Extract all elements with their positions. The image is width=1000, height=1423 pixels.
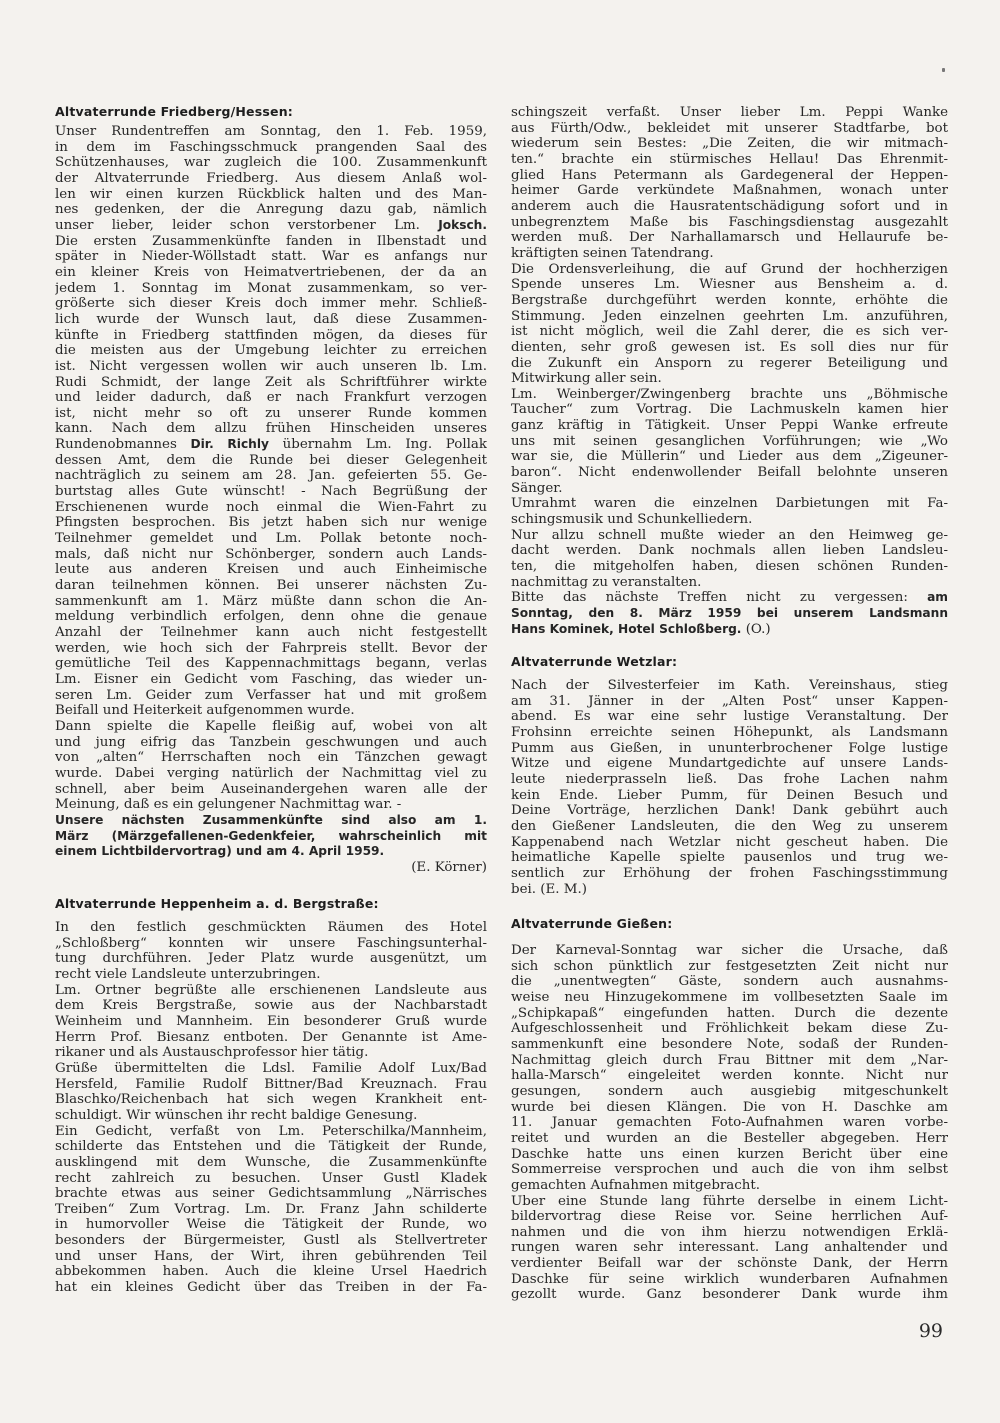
text-line: schilderte das Entstehen und die Tätigkeit der Runde, (55, 1139, 487, 1155)
text-line (511, 590, 948, 606)
text-line: recht viele Landsleute unterzubringen. (55, 966, 321, 982)
text-line: der Altvaterrunde Friedberg. Aus diesem Anlaß wol- (55, 170, 487, 186)
text-line: Nach der Silvesterfeier im Kath. Vereinshaus, stieg (511, 678, 948, 693)
text-line: besonders der Bürgermeister, Gustl als Stellvertreter (55, 1233, 487, 1249)
text-line (55, 437, 487, 453)
text-line: Dann spielte die Kapelle fleißig auf, wobei von alt (55, 718, 487, 734)
paragraph (511, 590, 948, 637)
text-line: Lm. Weinberger/Zwingenberg brachte uns „Böhmische (511, 386, 948, 402)
text-line: und unser Hans, der Wirt, ihren gebührenden Teil (55, 1248, 487, 1264)
text-line: die meisten aus der Umgebung leichter zu erreichen (55, 343, 487, 359)
text-line: schuldigt. Wir wünschen ihr recht baldige Genesung. (55, 1107, 418, 1123)
text-line: Herrn Prof. Biesanz entboten. Der Genannte ist Ame- (55, 1029, 487, 1045)
text-line: Grüße übermittelten die Ldsl. Familie Adolf Lux/Bad (55, 1060, 487, 1076)
text-line: Kappenabend nach Wetzlar nicht gescheut haben. Die (511, 834, 948, 850)
text-line: gesungen, sondern auch ausgiebig mitgeschunkelt (511, 1083, 948, 1099)
text-line: brachte etwas aus seiner Gedichtsammlung „Närrisches (55, 1186, 487, 1202)
text-line: Stimmung. Jeden einzelnen geehrten Lm. anzuführen, (511, 308, 948, 324)
text-line: schnell, aber beim Auseinandergehen waren alle der (55, 781, 487, 797)
section-heading-giessen: Altvaterrunde Gießen: (511, 916, 673, 931)
text-line: und leider dadurch, daß er nach Frankfurt verzogen (55, 390, 487, 406)
text-line: ist nicht möglich, weil die Zahl derer, die es sich ver- (511, 324, 948, 340)
paragraph (55, 920, 487, 983)
text-line: werden muß. Der Narhallamarsch und Hellaurufe be- (511, 230, 948, 246)
text-line: wiederum sein Bestes: „Die Zeiten, die wir mitmach- (511, 136, 948, 152)
section-heading-heppenheim: Altvaterrunde Heppenheim a. d. Bergstraße: (55, 896, 379, 911)
text-line: größerte sich dieser Kreis doch immer mehr. Schließ- (55, 296, 487, 312)
text-line: unbegrenztem Maße bis Faschingsdienstag ausgezahlt (511, 214, 948, 230)
section-body-friedberg (55, 124, 487, 876)
text-line: gemütliche Teil des Kappennachmittags begann, verlas (55, 656, 487, 672)
text-line: später in Nieder-Wöllstadt statt. War es anfangs nur (55, 249, 487, 265)
text-line: mals, daß nicht nur Schönberger, sondern auch Lands- (55, 546, 487, 562)
text-line: Anzahl der Teilnehmer kann auch nicht festgestellt (55, 625, 487, 640)
text-line: ist, nicht mehr so oft zu unserer Runde kommen (55, 405, 487, 421)
text-line: die „unentwegten“ Gäste, sondern auch ausnahms- (511, 974, 948, 990)
text-line: gemachten Aufnahmen mitgebracht. (511, 1177, 761, 1193)
text-line: dienten, sehr groß gewesen ist. Es soll dies nur für (511, 339, 948, 355)
text-line: In den festlich geschmückten Räumen des Hotel (55, 920, 487, 935)
text-line: wurde bei diesen Klängen. Die von H. Daschke am (511, 1099, 948, 1115)
bold-text: Dir. Richly (190, 437, 269, 452)
text-line: Über eine Stunde lang führte derselbe in einem Licht- (511, 1193, 948, 1209)
text-line: abbekommen haben. Auch die kleine Ursel Haedrich (55, 1264, 487, 1280)
text-line: aus Fürth/Odw., bekleidet mit unserer Stadtfarbe, bot (511, 120, 948, 136)
text-line: nes gedenken, der die Anregung dazu gab, nämlich (55, 202, 487, 218)
text-line: Nachmittag gleich durch Frau Bittner mit dem „Nar- (511, 1052, 948, 1068)
paragraph (55, 124, 487, 719)
bold-text: Unsere nächsten Zusammenkünfte sind also am 1. (55, 812, 487, 827)
text-line: sammenkunft eine besondere Note, sodaß der Runden- (511, 1036, 948, 1052)
text-line: leute aus anderen Kreisen und auch Einheimische (55, 562, 487, 578)
text-line: 11. Januar gemachten Foto-Aufnahmen waren vorbe- (511, 1115, 948, 1131)
text-line: baron“. Nicht endenwollender Beifall belohnte unseren (511, 465, 948, 481)
text-line: Erschienenen wurde noch einmal die Wien-Fahrt zu (55, 499, 487, 515)
text-line (511, 622, 948, 638)
text-line: Lm. Eisner ein Gedicht vom Fasching, das wieder un- (55, 671, 487, 687)
section-body-heppenheim-continued (511, 105, 948, 637)
text-line: bildervortrag diese Reise vor. Seine herrlichen Auf- (511, 1209, 948, 1225)
text-segment: unser lieber, leider schon verstorbener Lm. (55, 217, 439, 233)
text-line: Blaschko/Reichenbach hat sich wegen Krankheit ent- (55, 1092, 487, 1108)
text-line: bei. (E. M.) (511, 881, 587, 897)
text-line (55, 813, 487, 829)
text-line (55, 218, 487, 234)
text-line: ausklingend mit dem Wunsche, die Zusammenkünfte (55, 1154, 487, 1170)
text-line: rungen waren sehr interessant. Lang anhaltender und (511, 1240, 948, 1256)
text-line: halla-Marsch“ eingeleitet werden konnte. Nicht nur (511, 1068, 948, 1084)
text-line: Die Ordensverleihung, die auf Grund der hochherzigen (511, 261, 948, 277)
text-line: reitet und wurden an die Besteller abgegeben. Herr (511, 1130, 948, 1146)
text-line: leute niederprasseln ließ. Das frohe Lachen nahm (511, 771, 948, 787)
text-line: heimatliche Kapelle spielte pausenlos und trug we- (511, 850, 948, 866)
text-line: ist. Nicht vergessen wollen wir auch unseren lb. Lm. (55, 358, 487, 374)
text-line: war sie, die Müllerin“ und Lieder aus dem „Zigeuner- (511, 449, 948, 465)
text-line: ten, die mitgeholfen haben, diesen schönen Runden- (511, 559, 948, 575)
text-line: Pfingsten besprochen. Bis jetzt haben sich nur wenige (55, 515, 487, 531)
text-line: Die ersten Zusammenkünfte fanden in Ilbenstadt und (55, 233, 487, 249)
paragraph (511, 105, 948, 262)
text-line: Pumm aus Gießen, in ununterbrochener Folge lustige (511, 740, 948, 756)
text-line: Spende unseres Lm. Wiesner aus Bensheim a. d. (511, 277, 948, 293)
text-segment: übernahm Lm. Ing. Pollak (268, 437, 487, 453)
text-line: ein kleiner Kreis von Heimatvertriebenen, der da an (55, 264, 487, 280)
text-line: jedem 1. Sonntag im Monat zusammenkam, so ver- (55, 280, 487, 296)
text-line: in humorvoller Weise die Tätigkeit der Runde, wo (55, 1217, 487, 1233)
text-line: Nur allzu schnell mußte wieder an den Heimweg ge- (511, 527, 948, 543)
text-line: nachträglich zu seinem am 28. Jan. gefeierten 55. Ge- (55, 468, 487, 484)
section-body-giessen (511, 943, 948, 1303)
text-line: abend. Es war eine sehr lustige Veranstaltung. Der (511, 709, 948, 725)
text-line: sich schon pünktlich zur festgesetzten Zeit nicht nur (511, 958, 948, 974)
text-line: Der Karneval-Sonntag war sicher die Ursache, daß (511, 943, 948, 958)
text-line: Rudi Schmidt, der lange Zeit als Schriftführer wirkte (55, 374, 487, 390)
text-line: künfte in Friedberg stattfinden mögen, da dieses für (55, 327, 487, 343)
text-line: Sommerreise versprochen und auch die von ihm selbst (511, 1162, 948, 1178)
text-line: gezollt wurde. Ganz besonderer Dank wurde ihm (511, 1287, 948, 1303)
text-line: Beifall und Heiterkeit aufgenommen wurde. (55, 703, 355, 719)
text-line: hat ein kleines Gedicht über das Treiben in der Fa- (55, 1280, 487, 1296)
paragraph (511, 262, 948, 387)
text-line: meldung verbindlich erfolgen, denn ohne die genaue (55, 609, 487, 625)
text-line: verdienter Beifall war der schönste Dank, der Herrn (511, 1256, 948, 1272)
paragraph (55, 813, 487, 860)
text-line: dacht werden. Dank nochmals allen lieben Landsleu- (511, 543, 948, 559)
paragraph (511, 387, 948, 497)
text-line: in dem im Faschingsschmuck prangenden Saal des (55, 139, 487, 155)
text-line: burtstag alles Gute wünscht! - Nach Begrüßung der (55, 484, 487, 500)
text-line: kann. Nach dem allzu frühen Hinscheiden unseres (55, 421, 487, 437)
paragraph (55, 983, 487, 1061)
paragraph (511, 943, 948, 1194)
text-line: dem Kreis Bergstraße, sowie aus der Nachbarstadt (55, 998, 487, 1014)
text-line (55, 829, 487, 845)
bold-text: Sonntag, den 8. März 1959 bei unserem Landsmann (511, 606, 948, 620)
text-segment: Bitte das nächste Treffen nicht zu vergessen: (511, 590, 928, 606)
text-line: sammenkunft am 1. März müßte dann schon die An- (55, 593, 487, 609)
paragraph (511, 1194, 948, 1304)
page-number: 99 (918, 1320, 943, 1342)
text-line: Bergstraße durchgeführt werden konnte, erhöhte die (511, 292, 948, 308)
text-line: tung durchführen. Jeder Platz wurde ausgenützt, um (55, 951, 487, 967)
text-line: Umrahmt waren die einzelnen Darbietungen mit Fa- (511, 496, 948, 512)
scan-speck (942, 68, 945, 72)
text-line: werden, wie hoch sich der Fahrpreis stellt. Bevor der (55, 640, 487, 656)
text-segment: (O.) (741, 621, 771, 637)
text-line: wurde. Dabei verging natürlich der Nachmittag viel zu (55, 765, 487, 781)
text-line: nahmen und die von ihm hierzu notwendigen Erklä- (511, 1224, 948, 1240)
bold-text: am (927, 590, 948, 605)
text-line: „Schloßberg“ konnten wir unsere Faschingsunterhal- (55, 935, 487, 951)
section-body-heppenheim (55, 920, 487, 1296)
text-line: Taucher“ zum Vortrag. Die Lachmuskeln kamen hier (511, 402, 948, 418)
text-line: nachmittag zu veranstalten. (511, 574, 702, 590)
text-line: und jung eifrig das Tanzbein geschwungen und auch (55, 734, 487, 750)
paragraph (55, 719, 487, 813)
text-line: Witze und eigene Mundartgedichte auf unsere Lands- (511, 756, 948, 772)
text-line: lich wurde der Wunsch laut, daß diese Zusammen- (55, 311, 487, 327)
bold-text: Hans Kominek, Hotel Schloßberg. (511, 621, 742, 636)
text-line: ten.“ brachte ein stürmisches Hellau! Das Ehrenmit- (511, 151, 948, 167)
text-line: glied Hans Petermann als Gardegeneral der Heppen- (511, 167, 948, 183)
text-line: Lm. Ortner begrüßte alle erschienenen Landsleute aus (55, 982, 487, 998)
text-line: von „alten“ Herrschaften noch ein Tänzchen gewagt (55, 750, 487, 766)
paragraph (511, 528, 948, 591)
section-heading-wetzlar: Altvaterrunde Wetzlar: (511, 654, 678, 669)
text-line: uns mit seinen gesanglichen Vorführungen; wie „Wo (511, 433, 948, 449)
text-line: Mitwirkung aller sein. (511, 371, 662, 387)
text-line: schingszeit verfaßt. Unser lieber Lm. Peppi Wanke (511, 105, 948, 120)
text-line: Deine Vorträge, herzlichen Dank! Dank gebührt auch (511, 803, 948, 819)
bold-text: einem Lichtbildervortrag) und am 4. April 1959. (55, 844, 385, 859)
paragraph (55, 1061, 487, 1124)
text-line: dessen Amt, dem die Runde bei dieser Gelegenheit (55, 452, 487, 468)
text-line: kräftigten seinen Tatendrang. (511, 245, 714, 261)
text-line: „Schipkapaß“ eingefunden hatten. Durch die dezente (511, 1005, 948, 1021)
text-line: recht zahlreich zu besuchen. Unser Gustl Kladek (55, 1170, 487, 1186)
text-line: Weinheim und Mannheim. Ein besonderer Gruß wurde (55, 1013, 487, 1029)
text-line: den Gießener Landsleuten, die den Weg zu unserem (511, 818, 948, 834)
paragraph (511, 496, 948, 527)
text-line: Teilnehmer gemeldet und Lm. Pollak betonte noch- (55, 531, 487, 547)
text-line: Schützenhauses, war zugleich die 100. Zusammenkunft (55, 155, 487, 171)
text-line: Daschke hatte uns einen kurzen Bericht über eine (511, 1146, 948, 1162)
text-segment: Rundenobmannes (55, 437, 191, 453)
text-line: schingsmusik und Schunkelliedern. (511, 512, 753, 528)
text-line: seren Lm. Geider zum Verfasser hat und mit großem (55, 687, 487, 703)
text-line: len wir einen kurzen Rückblick halten und des Man- (55, 186, 487, 202)
text-line: sentlich zur Erhöhung der frohen Faschingsstimmung (511, 865, 948, 881)
text-line: Ein Gedicht, verfaßt von Lm. Peterschilka/Mannheim, (55, 1123, 487, 1139)
author-signature: (E. Körner) (411, 859, 487, 875)
paragraph (511, 678, 948, 897)
text-line: Hersfeld, Familie Rudolf Bittner/Bad Kreuznach. Frau (55, 1076, 487, 1092)
text-line (511, 606, 948, 622)
text-line: Treiben“ Zum Vortrag. Lm. Dr. Franz Jahn schilderte (55, 1201, 487, 1217)
text-line: kein Ende. Lieber Pumm, für Deinen Besuch und (511, 787, 948, 803)
bold-text: März (Märzgefallenen-Gedenkfeier, wahrscheinlich mit (55, 828, 487, 843)
text-line: Sänger. (511, 480, 563, 496)
text-line: rikaner und als Austauschprofessor hier tätig. (55, 1045, 369, 1061)
text-line (55, 844, 487, 860)
bold-text: Joksch. (438, 217, 487, 232)
text-line: ganz kräftig in Tätigkeit. Unser Peppi Wanke erfreute (511, 418, 948, 434)
section-heading-friedberg: Altvaterrunde Friedberg/Hessen: (55, 104, 293, 119)
text-line: anderem auch die Hausratentschädigung sofort und in (511, 198, 948, 214)
text-line: Unser Rundentreffen am Sonntag, den 1. Feb. 1959, (55, 124, 487, 139)
text-line: daran teilnehmen können. Bei unserer nächsten Zu- (55, 578, 487, 594)
section-body-wetzlar (511, 678, 948, 897)
text-line: Daschke für seine wirklich wunderbaren Aufnahmen (511, 1271, 948, 1287)
text-line: am 31. Jänner in der „Alten Post“ unser Kappen- (511, 693, 948, 709)
text-line: heimer Garde verkündete Maßnahmen, wonach unter (511, 183, 948, 199)
text-line: Frohsinn erreichte seinen Höhepunkt, als Landsmann (511, 724, 948, 740)
text-line: Meinung, daß es ein gelungener Nachmittag war. - (55, 797, 402, 813)
text-line: Aufgeschlossenheit und Fröhlichkeit bekam diese Zu- (511, 1021, 948, 1037)
paragraph (55, 1124, 487, 1296)
text-line: die Zukunft ein Ansporn zu regerer Beteiligung und (511, 355, 948, 371)
text-line: weise neu Hinzugekommene im vollbesetzten Saale im (511, 989, 948, 1005)
